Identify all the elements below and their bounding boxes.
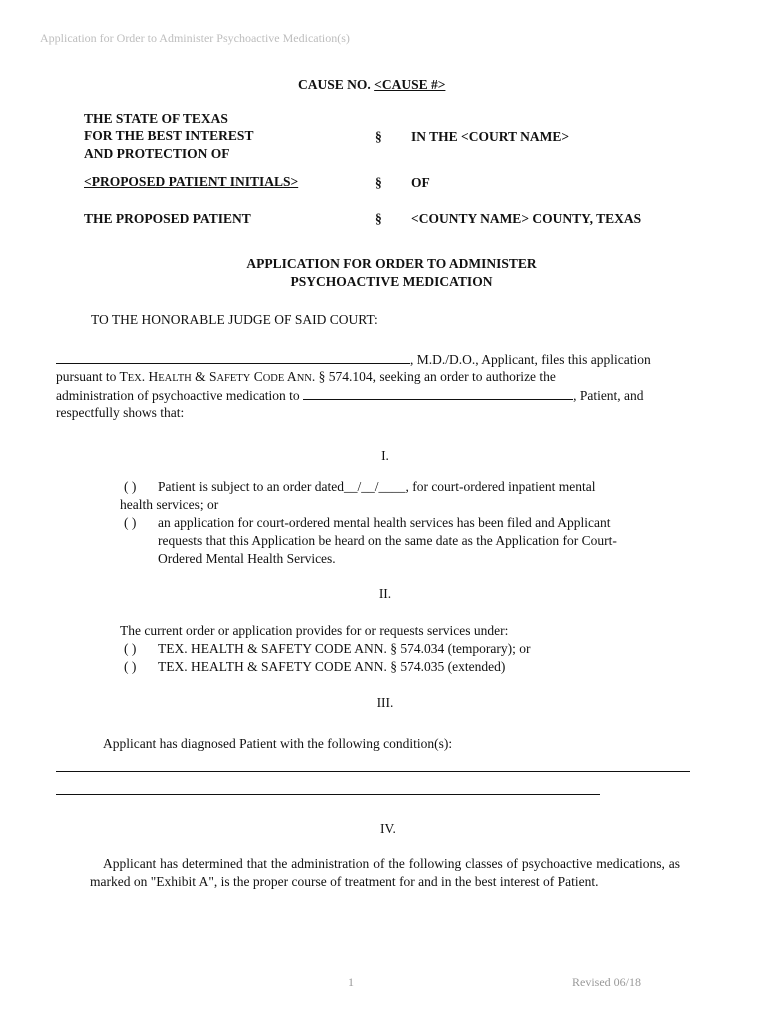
diagnosis-text: Applicant has diagnosed Patient with the following condition(s): <box>103 736 453 751</box>
option-application-filed-text-cont: Ordered Mental Health Services. <box>158 551 336 566</box>
sc-text: EX <box>127 373 142 384</box>
intro-line4: respectfully shows that: <box>56 405 185 420</box>
caption-county: <COUNTY NAME> COUNTY, TEXAS <box>411 211 642 226</box>
section-heading-3: III. <box>376 695 394 710</box>
section-symbol: § <box>375 129 382 144</box>
intro-applicant-text: , M.D./D.O., Applicant, files this application <box>410 352 651 367</box>
caption-court-name: IN THE <COURT NAME> <box>411 129 570 144</box>
option-order-dated-text-cont: health services; or <box>120 497 219 512</box>
services-intro: The current order or application provides for or requests services under: <box>120 623 509 638</box>
medication-classes-paragraph: Applicant has determined that the administration of the following classes of psychoactive medications, as marked on "Exhibit A", is the proper course of treatment for and in the best interest of Patient. <box>90 856 680 889</box>
option-application-filed-text-cont: requests that this Application be heard on the same date as the Application for Court- <box>158 533 617 548</box>
checkbox-application-filed[interactable]: ( ) <box>124 515 137 530</box>
caption-proposed-patient: THE PROPOSED PATIENT <box>84 211 251 226</box>
caption-state: THE STATE OF TEXAS <box>84 111 228 126</box>
revision-date: Revised 06/18 <box>572 975 641 989</box>
checkbox-temporary[interactable]: ( ) <box>124 641 137 656</box>
diagnosis-line-1[interactable] <box>56 771 690 772</box>
section-heading-2: II. <box>378 586 392 601</box>
document-title-line1: APPLICATION FOR ORDER TO ADMINISTER <box>246 256 537 271</box>
cause-value: <CAUSE #> <box>374 77 446 92</box>
salutation: TO THE HONORABLE JUDGE OF SAID COURT: <box>91 312 378 327</box>
sc-text: A <box>284 369 297 384</box>
option-extended-text: TEX. HEALTH & SAFETY CODE ANN. § 574.035 (extended) <box>158 659 506 674</box>
section-symbol: § <box>375 211 382 226</box>
page-number: 1 <box>348 975 354 989</box>
section-heading-1: I. <box>381 448 389 463</box>
option-order-dated-text: Patient is subject to an order dated__/__/____, for court-ordered inpatient mental <box>158 479 596 494</box>
patient-name-blank[interactable] <box>303 386 573 400</box>
cause-label: CAUSE NO. <box>298 77 371 92</box>
section-heading-4: IV. <box>380 821 396 836</box>
intro-line3 <box>56 386 644 405</box>
sc-text: AFETY <box>216 373 251 384</box>
sc-text: & S <box>191 369 217 384</box>
sc-text: NN <box>296 373 312 384</box>
option-application-filed-text: an application for court-ordered mental health services has been filed and Applicant <box>158 515 611 530</box>
caption-patient-initials: <PROPOSED PATIENT INITIALS> <box>84 174 299 189</box>
intro-line1 <box>56 350 651 369</box>
physician-name-blank[interactable] <box>56 350 410 364</box>
caption-of: OF <box>411 175 430 190</box>
intro-statute: . § 574.104, seeking an order to authorize the <box>311 369 556 384</box>
running-header: Application for Order to Administer Psychoactive Medication(s) <box>40 31 350 45</box>
caption-protection: AND PROTECTION OF <box>84 146 230 161</box>
option-temporary-text: TEX. HEALTH & SAFETY CODE ANN. § 574.034 (temporary); or <box>158 641 531 656</box>
sc-text: EALTH <box>158 373 192 384</box>
sc-text: ODE <box>262 373 285 384</box>
intro-patient: , Patient, and <box>573 388 644 403</box>
checkbox-order-dated[interactable]: ( ) <box>124 479 137 494</box>
cause-number <box>298 76 445 94</box>
document-title-line2: PSYCHOACTIVE MEDICATION <box>290 274 493 289</box>
diagnosis-line-2[interactable] <box>56 794 600 795</box>
sc-text: C <box>250 369 263 384</box>
intro-pursuant: pursuant to T <box>56 369 128 384</box>
caption-best-interest: FOR THE BEST INTEREST <box>84 128 254 143</box>
intro-administration: administration of psychoactive medication to <box>56 388 300 403</box>
section-symbol: § <box>375 175 382 190</box>
sc-text: . H <box>141 369 159 384</box>
checkbox-extended[interactable]: ( ) <box>124 659 137 674</box>
intro-line2 <box>56 368 556 388</box>
